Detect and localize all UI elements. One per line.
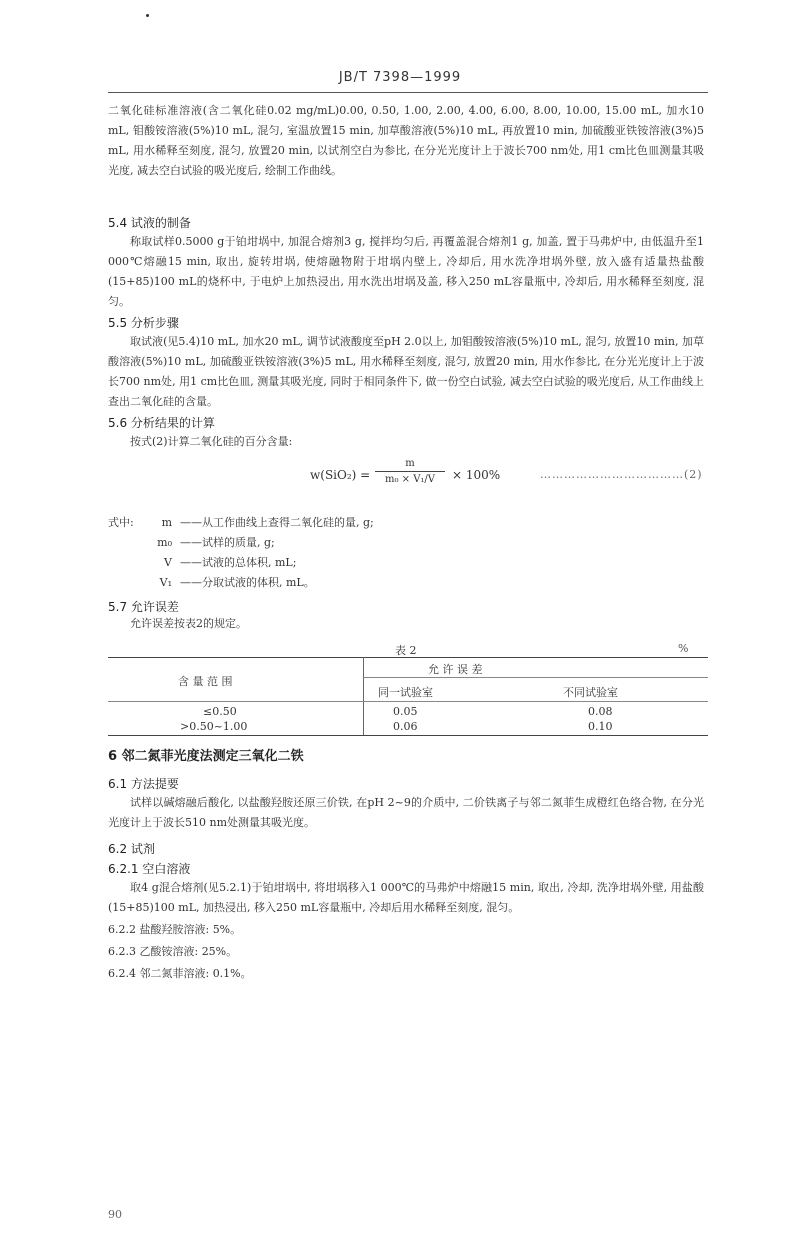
formula-numerator: m <box>405 458 415 469</box>
section-6-2-1-body: 取4 g混合熔剂(见5.2.1)于铂坩埚中, 将坩埚移入1 000℃的马弗炉中熔融15 min, 取出, 冷却, 洗净坩埚外壁, 用盐酸(15+85)100 mL, 加热浸出, 移入250 mL容量瓶中, 冷却后用水稀释至刻度, 混匀。 <box>108 881 704 914</box>
table-rule-top <box>108 657 708 658</box>
section-6-2-heading: 6.2 试剂 <box>108 842 155 856</box>
table-header-group: 允 许 误 差 <box>428 663 483 676</box>
equation-number: ………………………………(2) <box>540 468 703 481</box>
variable-row-m: 式中: m ——从工作曲线上查得二氧化硅的量, g; <box>108 513 374 533</box>
table-header-same-lab: 同一试验室 <box>378 686 433 699</box>
variable-row-m0: m₀ ——试样的质量, g; <box>108 533 275 553</box>
section-5-6-intro: 按式(2)计算二氧化硅的百分含量: <box>130 435 293 448</box>
variable-row-v: V ——试液的总体积, mL; <box>108 553 296 573</box>
section-6-heading: 6 邻二氮菲光度法测定三氧化二铁 <box>108 749 304 764</box>
intro-paragraph: 二氧化硅标准溶液(含二氧化硅0.02 mg/mL)0.00, 0.50, 1.00, 2.00, 4.00, 6.00, 8.00, 10.00, 15.00 mL, 加水10 mL, 钼酸铵溶液(5%)10 mL, 混匀, 室温放置15 min, 加草酸溶液(5%)10 mL, 再放置10 min, 加硫酸亚铁铵溶液(3%)5 mL, 用水稀释至刻度, 混匀, 放置20 min, 以试剂空白为参比, 在分光光度计上于波长700 nm处, 用1 cm比色皿测量其吸光度, 减去空白试验的吸光度后, 绘制工作曲线。 <box>108 104 704 177</box>
table-row-1-same-lab: 0.05 <box>393 705 418 718</box>
section-6-2-3: 6.2.3 乙酸铵溶液: 25%。 <box>108 945 238 958</box>
section-6-1-heading: 6.1 方法提要 <box>108 777 179 791</box>
table-header-range: 含 量 范 围 <box>178 675 233 688</box>
table-2-unit: % <box>678 642 689 655</box>
formula-2 <box>300 458 520 498</box>
formula-denominator: m₀ × V₁/V <box>384 474 436 485</box>
table-row-2-range: >0.50~1.00 <box>180 720 248 733</box>
table-2-title: 表 2 <box>395 644 417 657</box>
section-5-5-heading: 5.5 分析步骤 <box>108 316 179 330</box>
table-rule-bottom <box>108 735 708 736</box>
where-label: 式中: <box>108 516 134 529</box>
variable-symbol: V₁ <box>159 576 172 589</box>
table-subheader-rule <box>363 677 708 678</box>
section-5-7-intro: 允许误差按表2的规定。 <box>130 617 247 630</box>
variable-row-v1: V₁ ——分取试液的体积, mL。 <box>108 573 315 593</box>
formula-rhs: × 100% <box>452 468 501 482</box>
section-6-2-2: 6.2.2 盐酸羟胺溶液: 5%。 <box>108 923 242 936</box>
table-row-1-diff-lab: 0.08 <box>588 705 613 718</box>
table-vertical-rule <box>363 657 364 735</box>
variable-desc: 分取试液的体积, mL。 <box>202 576 315 589</box>
section-6-2-4: 6.2.4 邻二氮菲溶液: 0.1%。 <box>108 967 252 980</box>
table-row-2-same-lab: 0.06 <box>393 720 418 733</box>
table-row-2-diff-lab: 0.10 <box>588 720 613 733</box>
section-5-6-heading: 5.6 分析结果的计算 <box>108 416 215 430</box>
formula-fraction <box>375 458 445 485</box>
table-header-diff-lab: 不同试验室 <box>563 686 618 699</box>
table-rule-header <box>108 701 708 702</box>
variable-symbol: m₀ <box>157 536 172 549</box>
section-5-4-body: 称取试样0.5000 g于铂坩埚中, 加混合熔剂3 g, 搅拌均匀后, 再覆盖混合熔剂1 g, 加盖, 置于马弗炉中, 由低温升至1 000℃熔融15 min, 取出, 旋转坩埚, 使熔融物附于坩埚内壁上, 冷却后, 用水洗净坩埚外壁, 放入盛有适量热盐酸(15+85)100 mL的烧杯中, 于电炉上加热浸出, 用水洗出坩埚及盖, 移入250 mL容量瓶中, 冷却后, 用水稀释至刻度, 混匀。 <box>108 235 704 308</box>
variable-desc: 试液的总体积, mL; <box>202 556 297 569</box>
page-header: JB/T 7398—1999 <box>338 70 462 85</box>
fraction-bar <box>375 471 445 472</box>
section-6-1-body: 试样以碱熔融后酸化, 以盐酸羟胺还原三价铁, 在pH 2~9的介质中, 二价铁离子与邻二氮菲生成橙红色络合物, 在分光光度计上于波长510 nm处测量其吸光度。 <box>108 796 704 829</box>
variable-symbol: m <box>161 516 172 529</box>
variable-desc: 从工作曲线上查得二氧化硅的量, g; <box>202 516 374 529</box>
page-number: 90 <box>108 1208 122 1221</box>
section-5-7-heading: 5.7 允许误差 <box>108 600 179 614</box>
equation-number-value: (2) <box>684 468 703 481</box>
formula-lhs: w(SiO₂) = <box>310 468 371 482</box>
scan-speck <box>146 14 149 17</box>
variable-desc: 试样的质量, g; <box>202 536 275 549</box>
table-2 <box>108 657 708 737</box>
table-row-1-range: ≤0.50 <box>203 705 237 718</box>
variable-symbol: V <box>164 556 172 569</box>
section-5-4-heading: 5.4 试液的制备 <box>108 216 191 230</box>
section-6-2-1-heading: 6.2.1 空白溶液 <box>108 862 191 876</box>
header-rule <box>108 92 708 93</box>
section-5-5-body: 取试液(见5.4)10 mL, 加水20 mL, 调节试液酸度至pH 2.0以上, 加钼酸铵溶液(5%)10 mL, 混匀, 放置10 min, 加草酸溶液(5%)10 mL, 加硫酸亚铁铵溶液(3%)5 mL, 用水稀释至刻度, 混匀, 放置20 min, 用水作参比, 在分光光度计上于波长700 nm处, 用1 cm比色皿, 测量其吸光度, 同时于相同条件下, 做一份空白试验, 减去空白试验的吸光度后, 从工作曲线上查出二氧化硅的含量。 <box>108 335 704 408</box>
